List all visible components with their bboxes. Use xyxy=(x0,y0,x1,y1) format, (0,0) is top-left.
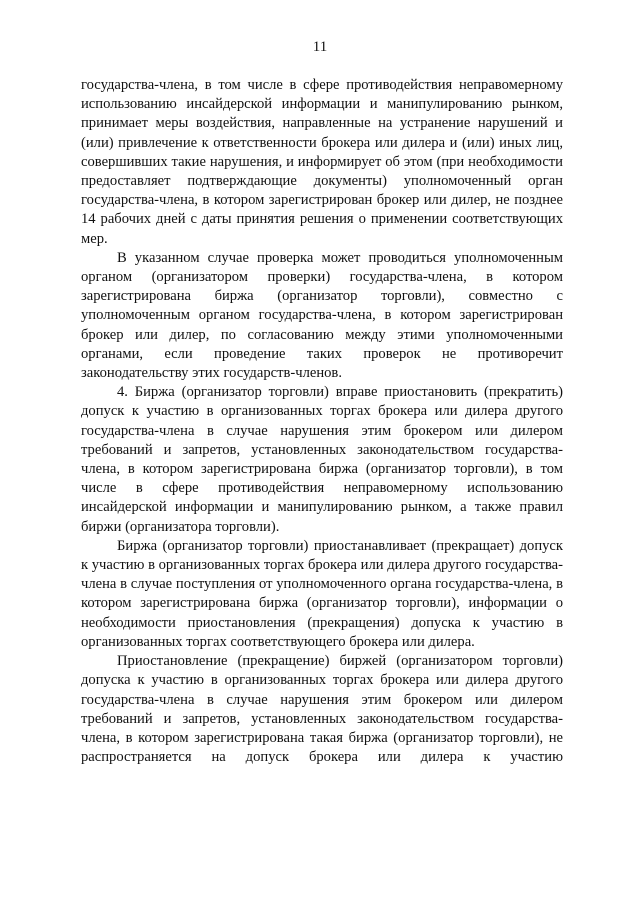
paragraph-joint-inspection: В указанном случае проверка может проводиться уполномоченным органом (организатором проверки) государства-члена, в котором зарегистрирована биржа (организатор торговли), совместно с уполномоченным органом государства-члена, в котором зарегистрирован брокер или дилер, по согласованию между этими уполномоченными органами, если проведение таких проверок не противоречит законодательству этих государств-членов. xyxy=(81,249,563,382)
page-number: 11 xyxy=(312,39,328,55)
paragraph-continued: государства-члена, в том числе в сфере противодействия неправомерному использованию инсайдерской информации и манипулированию рынком, принимает меры воздействия, направленные на устранение нарушений и (или) привлечение к ответственности брокера или дилера и (или) иных лиц, совершивших такие нарушения, и информирует об этом (при необходимости предоставляет подтверждающие документы) уполномоченный орган государства-члена, в котором зарегистрирован брокер или дилер, не позднее 14 рабочих дней с даты принятия решения о применении соответствующих мер. xyxy=(81,77,563,247)
paragraph-suspension-scope: Приостановление (прекращение) биржей (организатором торговли) допуска к участию в организованных торгах брокера или дилера другого государства-члена в случае нарушения этим брокером или дилером требований и запретов, установленных законодательством государства-члена, в котором зарегистрирована такая биржа (организатор торговли), не распространяется на допуск брокера или дилера к участию xyxy=(81,653,563,766)
document-body xyxy=(81,76,563,767)
paragraph-suspension-on-notice: Биржа (организатор торговли) приостанавливает (прекращает) допуск к участию в организованных торгах брокера или дилера другого государства-члена в случае поступления от уполномоченного органа государства-члена, в котором зарегистрирована биржа (организатор торговли), информации о необходимости приостановления (прекращения) допуска к участию в организованных торгах соответствующего брокера или дилера. xyxy=(81,537,563,650)
paragraph-item-4: 4. Биржа (организатор торговли) вправе приостановить (прекратить) допуск к участию в организованных торгах брокера или дилера другого государства-члена в случае нарушения этим брокером или дилером требований и запретов, установленных законодательством государства-члена, в котором зарегистрирована биржа (организатор торговли), в том числе в сфере противодействия неправомерному использованию инсайдерской информации и манипулированию рынком, а также правил биржи (организатора торговли). xyxy=(81,384,563,535)
